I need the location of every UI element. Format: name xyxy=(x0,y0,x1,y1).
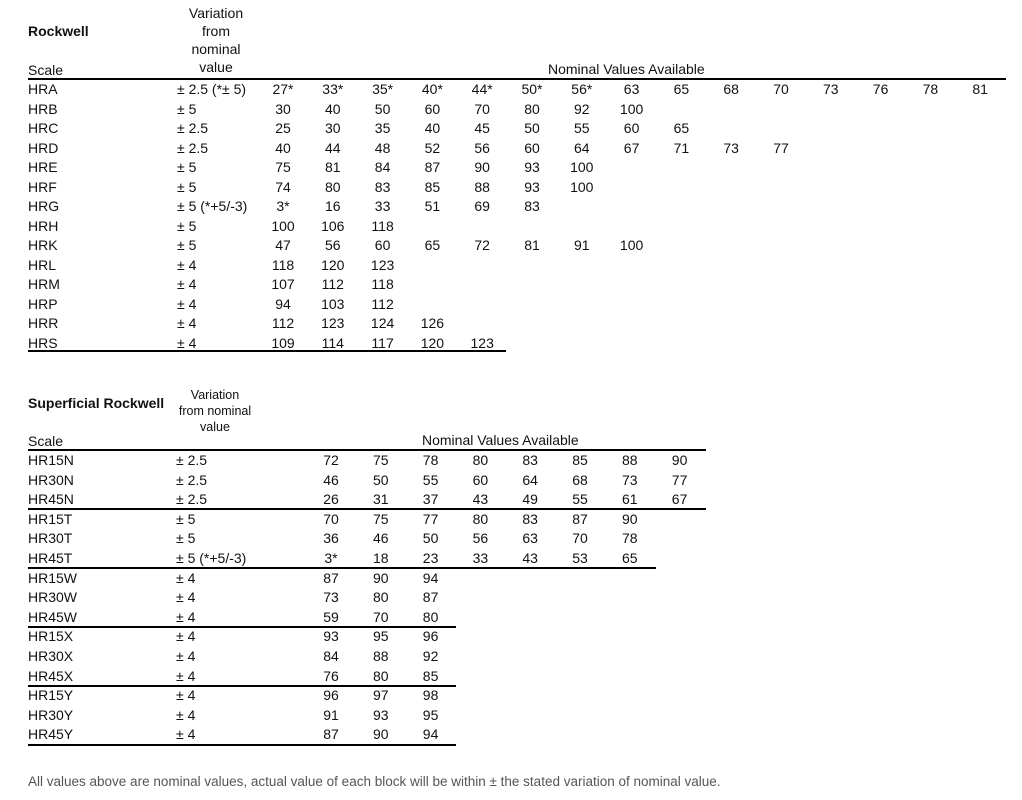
value-cell: 87 xyxy=(323,726,339,743)
variation-cell: ± 5 xyxy=(176,530,196,547)
variation-cell: ± 4 xyxy=(177,315,197,331)
value-cell: 92 xyxy=(422,648,439,664)
table-row xyxy=(0,725,1022,745)
scale-cell: HRC xyxy=(28,120,59,136)
value-cell: 60 xyxy=(374,237,391,253)
value-cell: 87 xyxy=(422,589,439,606)
value-cell: 70 xyxy=(474,100,490,117)
value-cell: 50 xyxy=(374,100,391,117)
value-cell: 90 xyxy=(622,510,638,527)
value-cell: 93 xyxy=(323,628,339,645)
value-cell: 107 xyxy=(271,276,295,292)
value-cell: 70 xyxy=(572,530,588,547)
value-cell: 87 xyxy=(323,569,339,586)
table-row xyxy=(0,80,1022,100)
value-cell: 90 xyxy=(373,726,389,743)
value-cell: 78 xyxy=(622,530,638,547)
value-cell: 103 xyxy=(321,295,345,312)
value-cell: 70 xyxy=(773,81,789,97)
value-cell: 68 xyxy=(723,81,739,97)
value-cell: 75 xyxy=(373,452,389,468)
rockwell-variation-header: Variation from nominal value xyxy=(188,5,244,75)
value-cell: 56 xyxy=(474,139,490,156)
variation-cell: ± 2.5 xyxy=(176,471,208,488)
value-cell: 73 xyxy=(323,589,339,606)
value-cell: 44 xyxy=(325,139,341,156)
value-cell: 94 xyxy=(422,726,439,743)
value-cell: 117 xyxy=(371,334,394,351)
table-row xyxy=(0,178,1022,198)
value-cell: 50 xyxy=(422,530,439,547)
value-cell: 43 xyxy=(472,491,489,508)
variation-cell: ± 4 xyxy=(177,276,197,292)
variation-cell: ± 4 xyxy=(177,256,197,273)
scale-cell: HRE xyxy=(28,159,58,175)
value-cell: 43 xyxy=(522,550,538,566)
value-cell: 100 xyxy=(570,159,594,175)
value-cell: 120 xyxy=(321,256,345,273)
value-cell: 81 xyxy=(524,237,540,253)
value-cell: 35* xyxy=(372,81,394,97)
value-cell: 91 xyxy=(323,706,339,723)
value-cell: 16 xyxy=(325,198,341,214)
value-cell: 98 xyxy=(422,687,439,704)
value-cell: 76 xyxy=(323,667,339,684)
value-cell: 30 xyxy=(325,120,341,136)
scale-cell: HRR xyxy=(28,315,59,331)
value-cell: 97 xyxy=(373,687,389,704)
value-cell: 78 xyxy=(922,81,939,97)
value-cell: 80 xyxy=(373,589,389,606)
value-cell: 70 xyxy=(323,510,339,527)
value-cell: 118 xyxy=(371,276,394,292)
value-cell: 83 xyxy=(522,452,538,468)
value-cell: 3* xyxy=(324,550,338,566)
value-cell: 55 xyxy=(422,471,439,488)
value-cell: 85 xyxy=(422,667,439,684)
value-cell: 94 xyxy=(422,569,439,586)
rockwell-bottom-rule xyxy=(28,350,506,352)
value-cell: 65 xyxy=(424,237,441,253)
table-row xyxy=(0,158,1022,178)
value-cell: 65 xyxy=(622,550,638,566)
value-cell: 118 xyxy=(271,256,295,273)
value-cell: 100 xyxy=(619,237,644,253)
value-cell: 71 xyxy=(673,139,690,156)
value-cell: 46 xyxy=(373,530,389,547)
table-row xyxy=(0,529,1022,549)
value-cell: 88 xyxy=(474,178,490,195)
value-cell: 100 xyxy=(271,217,295,234)
table-row xyxy=(0,236,1022,256)
variation-cell: ± 5 xyxy=(177,217,197,234)
value-cell: 49 xyxy=(522,491,538,508)
table-row xyxy=(0,100,1022,120)
variation-cell: ± 4 xyxy=(176,706,196,723)
scale-cell: HRS xyxy=(28,334,58,351)
variation-cell: ± 5 xyxy=(177,159,197,175)
table-row xyxy=(0,197,1022,217)
scale-cell: HRP xyxy=(28,295,58,312)
value-cell: 84 xyxy=(323,648,339,664)
value-cell: 83 xyxy=(374,178,391,195)
value-cell: 60 xyxy=(424,100,441,117)
value-cell: 40 xyxy=(424,120,441,136)
value-cell: 65 xyxy=(673,81,690,97)
table-row xyxy=(0,608,1022,628)
value-cell: 75 xyxy=(275,159,291,175)
value-cell: 47 xyxy=(275,237,291,253)
value-cell: 45 xyxy=(474,120,490,136)
value-cell: 48 xyxy=(374,139,391,156)
scale-cell: HR15T xyxy=(28,510,73,527)
value-cell: 93 xyxy=(524,178,540,195)
value-cell: 3* xyxy=(276,198,290,214)
value-cell: 81 xyxy=(325,159,341,175)
value-cell: 72 xyxy=(323,452,339,468)
table-row xyxy=(0,471,1022,491)
value-cell: 68 xyxy=(572,471,588,488)
value-cell: 52 xyxy=(424,139,441,156)
value-cell: 85 xyxy=(572,452,588,468)
table-row xyxy=(0,275,1022,295)
value-cell: 123 xyxy=(370,256,395,273)
scale-cell: HR45N xyxy=(28,491,74,508)
value-cell: 70 xyxy=(373,608,389,625)
scale-cell: HRA xyxy=(28,81,58,97)
variation-cell: ± 5 xyxy=(177,237,197,253)
value-cell: 96 xyxy=(422,628,439,645)
value-cell: 95 xyxy=(373,628,389,645)
value-cell: 73 xyxy=(823,81,839,97)
scale-cell: HR15Y xyxy=(28,687,74,704)
value-cell: 44* xyxy=(471,81,493,97)
value-cell: 87 xyxy=(424,159,441,175)
value-cell: 123 xyxy=(470,334,494,351)
variation-cell: ± 5 xyxy=(177,100,197,117)
table-row xyxy=(0,667,1022,687)
table-row xyxy=(0,256,1022,276)
variation-cell: ± 4 xyxy=(176,667,196,684)
variation-cell: ± 5 (*+5/-3) xyxy=(177,198,248,214)
scale-cell: HR30N xyxy=(28,471,74,488)
value-cell: 53 xyxy=(572,550,588,566)
value-cell: 60 xyxy=(623,120,640,136)
scale-cell: HRM xyxy=(28,276,60,292)
value-cell: 96 xyxy=(323,687,339,704)
value-cell: 26 xyxy=(323,491,339,508)
scale-cell: HR45T xyxy=(28,550,73,566)
value-cell: 80 xyxy=(422,608,439,625)
superficial-scale-header: Scale xyxy=(28,433,64,449)
value-cell: 40 xyxy=(325,100,341,117)
value-cell: 77 xyxy=(671,471,688,488)
variation-cell: ± 4 xyxy=(177,334,197,351)
value-cell: 55 xyxy=(574,120,590,136)
value-cell: 78 xyxy=(422,452,439,468)
value-cell: 126 xyxy=(420,315,445,331)
table-row xyxy=(0,490,1022,510)
variation-cell: ± 2.5 (*± 5) xyxy=(177,81,247,97)
scale-cell: HRK xyxy=(28,237,58,253)
scale-cell: HR45X xyxy=(28,667,74,684)
variation-cell: ± 4 xyxy=(176,628,196,645)
value-cell: 112 xyxy=(371,295,394,312)
table-row xyxy=(0,569,1022,589)
table-row xyxy=(0,314,1022,334)
scale-cell: HR30W xyxy=(28,589,78,606)
group-rule-w xyxy=(28,626,456,628)
value-cell: 90 xyxy=(373,569,389,586)
variation-cell: ± 4 xyxy=(176,589,196,606)
value-cell: 76 xyxy=(872,81,889,97)
value-cell: 109 xyxy=(271,334,295,351)
value-cell: 118 xyxy=(371,217,394,234)
table-row xyxy=(0,451,1022,471)
value-cell: 84 xyxy=(374,159,391,175)
value-cell: 123 xyxy=(321,315,345,331)
value-cell: 65 xyxy=(673,120,690,136)
table-row xyxy=(0,295,1022,315)
scale-cell: HRH xyxy=(28,217,59,234)
value-cell: 80 xyxy=(472,510,489,527)
value-cell: 94 xyxy=(275,295,291,312)
value-cell: 64 xyxy=(522,471,538,488)
scale-cell: HR15X xyxy=(28,628,74,645)
value-cell: 93 xyxy=(373,706,389,723)
value-cell: 69 xyxy=(474,198,490,214)
scale-cell: HRF xyxy=(28,178,57,195)
superficial-variation-header: Variation from nominal value xyxy=(178,388,252,434)
variation-cell: ± 2.5 xyxy=(176,452,208,468)
table-row xyxy=(0,510,1022,530)
value-cell: 77 xyxy=(773,139,789,156)
value-cell: 50* xyxy=(521,81,543,97)
group-rule-x xyxy=(28,685,456,687)
superficial-nominal-header: Nominal Values Available xyxy=(422,432,579,448)
scale-cell: HR15W xyxy=(28,569,78,586)
value-cell: 46 xyxy=(323,471,339,488)
value-cell: 18 xyxy=(373,550,389,566)
value-cell: 74 xyxy=(275,178,291,195)
value-cell: 124 xyxy=(370,315,395,331)
value-cell: 67 xyxy=(671,491,688,508)
value-cell: 80 xyxy=(325,178,341,195)
variation-cell: ± 5 xyxy=(176,510,196,527)
value-cell: 23 xyxy=(422,550,439,566)
variation-cell: ± 5 xyxy=(177,178,197,195)
table-row xyxy=(0,627,1022,647)
scale-cell: HRL xyxy=(28,256,57,273)
footer-note: All values above are nominal values, actual value of each block will be within ± the stated variation of nominal value. xyxy=(28,774,721,789)
scale-cell: HRB xyxy=(28,100,58,117)
value-cell: 93 xyxy=(524,159,540,175)
variation-cell: ± 2.5 xyxy=(177,120,209,136)
value-cell: 55 xyxy=(572,491,588,508)
value-cell: 50 xyxy=(373,471,389,488)
variation-cell: ± 4 xyxy=(176,569,196,586)
table-row xyxy=(0,217,1022,237)
variation-cell: ± 4 xyxy=(177,295,197,312)
scale-cell: HRD xyxy=(28,139,59,156)
value-cell: 60 xyxy=(472,471,489,488)
value-cell: 73 xyxy=(723,139,739,156)
table-row xyxy=(0,686,1022,706)
value-cell: 36 xyxy=(323,530,339,547)
value-cell: 88 xyxy=(373,648,389,664)
value-cell: 56 xyxy=(472,530,489,547)
value-cell: 92 xyxy=(574,100,590,117)
value-cell: 80 xyxy=(373,667,389,684)
table-row xyxy=(0,549,1022,569)
value-cell: 33* xyxy=(322,81,344,97)
variation-cell: ± 2.5 xyxy=(177,139,209,156)
value-cell: 75 xyxy=(373,510,389,527)
value-cell: 72 xyxy=(474,237,490,253)
value-cell: 33 xyxy=(374,198,391,214)
value-cell: 83 xyxy=(522,510,538,527)
rockwell-nominal-header: Nominal Values Available xyxy=(548,61,705,77)
group-rule-t xyxy=(28,567,656,569)
value-cell: 37 xyxy=(422,491,439,508)
value-cell: 106 xyxy=(321,217,345,234)
scale-cell: HRG xyxy=(28,198,60,214)
value-cell: 25 xyxy=(275,120,291,136)
value-cell: 30 xyxy=(275,100,291,117)
value-cell: 63 xyxy=(623,81,640,97)
group-rule-y xyxy=(28,744,456,746)
scale-cell: HR30T xyxy=(28,530,73,547)
value-cell: 100 xyxy=(570,178,594,195)
table-row xyxy=(0,119,1022,139)
variation-cell: ± 4 xyxy=(176,726,196,743)
value-cell: 81 xyxy=(972,81,988,97)
group-rule-n xyxy=(28,508,706,510)
value-cell: 80 xyxy=(472,452,489,468)
scale-cell: HR30X xyxy=(28,648,74,664)
value-cell: 56* xyxy=(571,81,593,97)
value-cell: 40 xyxy=(275,139,291,156)
value-cell: 88 xyxy=(622,452,638,468)
value-cell: 31 xyxy=(373,491,389,508)
value-cell: 90 xyxy=(671,452,688,468)
value-cell: 63 xyxy=(522,530,538,547)
variation-cell: ± 5 (*+5/-3) xyxy=(176,550,247,566)
value-cell: 95 xyxy=(422,706,439,723)
value-cell: 114 xyxy=(321,334,344,351)
value-cell: 83 xyxy=(524,198,540,214)
value-cell: 35 xyxy=(374,120,391,136)
value-cell: 59 xyxy=(323,608,339,625)
value-cell: 51 xyxy=(424,198,441,214)
scale-cell: HR30Y xyxy=(28,706,74,723)
table-row xyxy=(0,139,1022,159)
value-cell: 50 xyxy=(524,120,540,136)
value-cell: 27* xyxy=(272,81,294,97)
value-cell: 67 xyxy=(623,139,640,156)
value-cell: 60 xyxy=(524,139,540,156)
value-cell: 100 xyxy=(619,100,644,117)
variation-cell: ± 4 xyxy=(176,608,196,625)
variation-cell: ± 2.5 xyxy=(176,491,208,508)
rockwell-scale-header: Scale xyxy=(28,62,64,78)
value-cell: 56 xyxy=(325,237,341,253)
rockwell-title: Rockwell xyxy=(28,23,89,39)
value-cell: 61 xyxy=(622,491,638,508)
value-cell: 33 xyxy=(472,550,489,566)
value-cell: 85 xyxy=(424,178,441,195)
variation-cell: ± 4 xyxy=(176,648,196,664)
value-cell: 77 xyxy=(422,510,439,527)
value-cell: 80 xyxy=(524,100,540,117)
value-cell: 64 xyxy=(574,139,590,156)
table-row xyxy=(0,706,1022,726)
value-cell: 40* xyxy=(421,81,443,97)
value-cell: 120 xyxy=(420,334,445,351)
value-cell: 87 xyxy=(572,510,588,527)
table-row xyxy=(0,647,1022,667)
scale-cell: HR45Y xyxy=(28,726,74,743)
variation-cell: ± 4 xyxy=(176,687,196,704)
table-row xyxy=(0,588,1022,608)
superficial-title: Superficial Rockwell xyxy=(28,395,165,411)
value-cell: 91 xyxy=(574,237,590,253)
value-cell: 112 xyxy=(271,315,295,331)
value-cell: 73 xyxy=(622,471,638,488)
value-cell: 112 xyxy=(321,276,344,292)
scale-cell: HR15N xyxy=(28,452,74,468)
value-cell: 90 xyxy=(474,159,490,175)
scale-cell: HR45W xyxy=(28,608,78,625)
